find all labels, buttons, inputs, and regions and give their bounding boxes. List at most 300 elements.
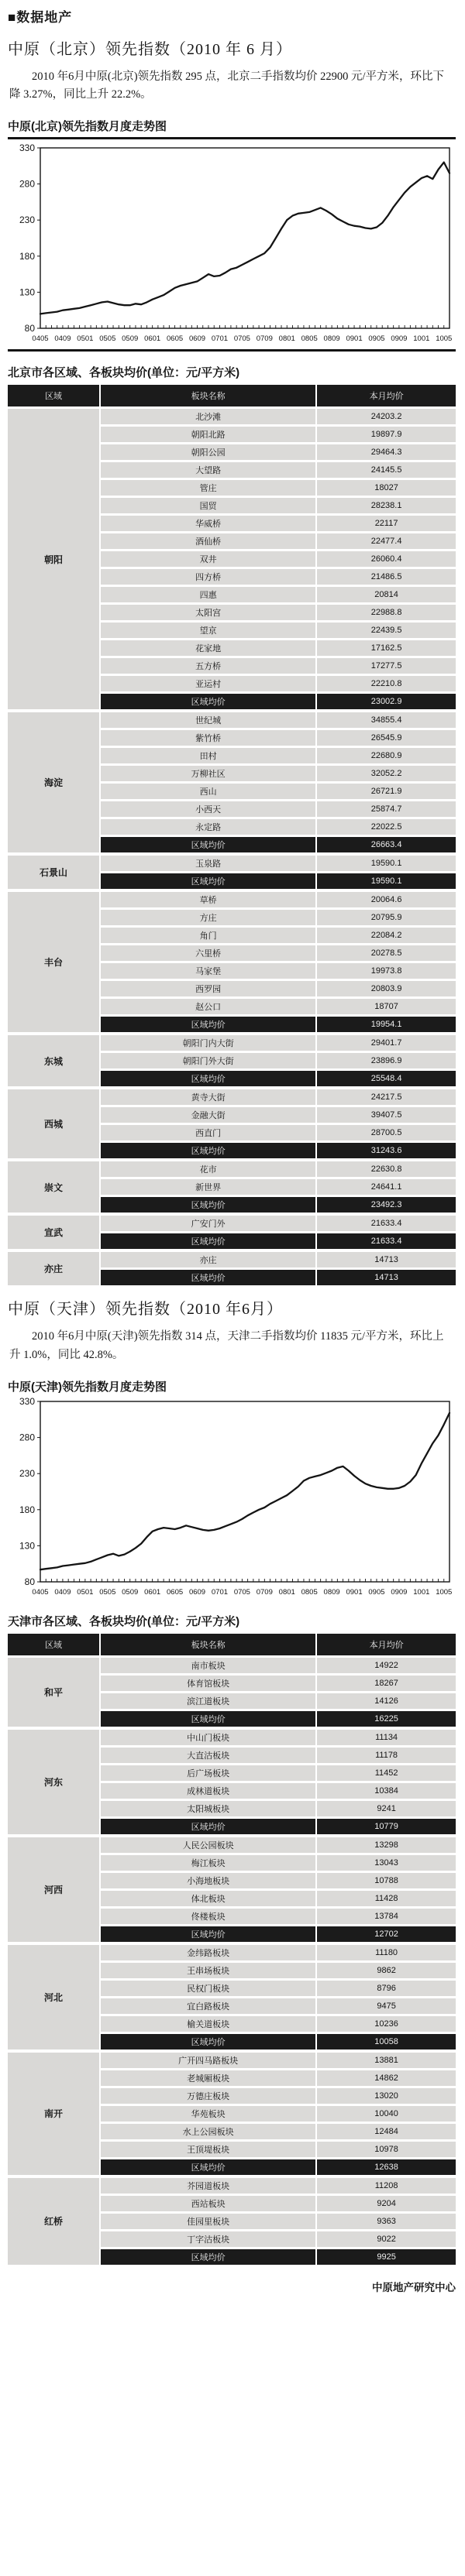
block-row: [101, 1252, 456, 1267]
block-row: [101, 1891, 456, 1906]
block-price-cell: 26060.4: [317, 551, 456, 567]
block-row: [101, 1981, 456, 1996]
svg-text:0701: 0701: [211, 334, 229, 344]
block-row: [101, 1765, 456, 1781]
block-row: [101, 1676, 456, 1691]
region-average-label: 区域均价: [101, 837, 315, 852]
block-name-cell: 亦庄: [101, 1252, 315, 1267]
block-name-cell: 北沙滩: [101, 409, 315, 424]
region-average-value: 21633.4: [317, 1233, 456, 1249]
region-average-row: [101, 1926, 456, 1942]
block-name-cell: 滨江道板块: [101, 1693, 315, 1709]
region-average-row: [101, 1819, 456, 1834]
svg-text:0705: 0705: [233, 334, 250, 344]
beijing-title: 中原（北京）领先指数（2010 年 6 月）: [8, 41, 292, 58]
block-row: [101, 2124, 456, 2139]
region-block-rows: [101, 1216, 456, 1249]
svg-text:0601: 0601: [144, 334, 161, 344]
block-price-cell: 13020: [317, 2088, 456, 2104]
block-name-cell: 国贸: [101, 498, 315, 513]
region-group: [8, 1216, 456, 1249]
block-price-cell: 24203.2: [317, 409, 456, 424]
block-name-cell: 草桥: [101, 892, 315, 907]
block-row: [101, 1125, 456, 1141]
region-name-cell: 红桥: [8, 2178, 99, 2265]
block-price-cell: 12484: [317, 2124, 456, 2139]
block-name-cell: 望京: [101, 623, 315, 638]
region-average-row: [101, 1197, 456, 1213]
block-name-cell: 西山: [101, 784, 315, 799]
block-name-cell: 四方桥: [101, 569, 315, 585]
block-name-cell: 民权门板块: [101, 1981, 315, 1996]
block-name-cell: 世纪城: [101, 712, 315, 728]
svg-text:80: 80: [24, 1576, 35, 1587]
region-name-cell: 海淀: [8, 712, 99, 852]
block-price-cell: 22022.5: [317, 819, 456, 835]
block-name-cell: 新世界: [101, 1179, 315, 1195]
svg-text:0509: 0509: [122, 334, 139, 344]
region-average-value: 16225: [317, 1711, 456, 1727]
block-name-cell: 马家堡: [101, 963, 315, 979]
region-average-row: [101, 837, 456, 852]
block-name-cell: 王串场板块: [101, 1963, 315, 1978]
svg-text:0409: 0409: [54, 334, 71, 344]
block-price-cell: 9475: [317, 1998, 456, 2014]
block-name-cell: 金融大街: [101, 1107, 315, 1123]
block-name-cell: 成林道板块: [101, 1783, 315, 1799]
block-row: [101, 516, 456, 531]
svg-text:1001: 1001: [413, 1587, 430, 1597]
region-average-row: [101, 1071, 456, 1086]
block-name-cell: 大直沽板块: [101, 1748, 315, 1763]
region-name-cell: 东城: [8, 1035, 99, 1086]
region-name-cell: 丰台: [8, 892, 99, 1032]
block-row: [101, 1658, 456, 1673]
region-average-label: 区域均价: [101, 1711, 315, 1727]
block-row: [101, 427, 456, 442]
block-row: [101, 1053, 456, 1068]
svg-text:0701: 0701: [211, 1587, 229, 1597]
region-block-rows: [101, 1252, 456, 1285]
block-row: [101, 730, 456, 746]
block-row: [101, 444, 456, 460]
block-row: [101, 1945, 456, 1960]
block-name-cell: 华苑板块: [101, 2106, 315, 2122]
block-price-cell: 9241: [317, 1801, 456, 1816]
svg-text:0605: 0605: [167, 1587, 184, 1597]
block-price-cell: 20814: [317, 587, 456, 602]
tianjin-index-line-chart: [8, 1398, 456, 1600]
block-name-cell: 王顶堤板块: [101, 2142, 315, 2157]
block-price-cell: 21633.4: [317, 1216, 456, 1231]
line-chart-svg: [8, 144, 456, 347]
block-row: [101, 2214, 456, 2229]
table-header-cell: 区域: [8, 385, 99, 406]
svg-text:0409: 0409: [54, 1587, 71, 1597]
block-row: [101, 712, 456, 728]
block-name-cell: 四惠: [101, 587, 315, 602]
region-average-value: 25548.4: [317, 1071, 456, 1086]
block-row: [101, 1963, 456, 1978]
region-name-cell: 河东: [8, 1730, 99, 1834]
tianjin-chart-title: 中原(天津)领先指数月度走势图: [8, 1380, 167, 1394]
block-name-cell: 太阳宫: [101, 605, 315, 620]
block-name-cell: 朝阳门外大街: [101, 1053, 315, 1068]
divider-rule: [8, 349, 456, 352]
block-row: [101, 551, 456, 567]
region-average-row: [101, 1143, 456, 1158]
region-average-label: 区域均价: [101, 694, 315, 709]
block-name-cell: 六里桥: [101, 945, 315, 961]
block-row: [101, 910, 456, 925]
block-name-cell: 太阳城板块: [101, 1801, 315, 1816]
region-average-label: 区域均价: [101, 2034, 315, 2049]
region-average-label: 区域均价: [101, 1819, 315, 1834]
region-average-value: 12638: [317, 2159, 456, 2175]
svg-text:0509: 0509: [122, 1587, 139, 1597]
region-name-cell: 西城: [8, 1089, 99, 1158]
region-name-cell: 崇文: [8, 1161, 99, 1213]
block-price-cell: 11180: [317, 1945, 456, 1960]
block-price-cell: 13881: [317, 2053, 456, 2068]
block-row: [101, 658, 456, 674]
block-price-cell: 24641.1: [317, 1179, 456, 1195]
block-name-cell: 万柳社区: [101, 766, 315, 781]
block-price-cell: 22439.5: [317, 623, 456, 638]
block-name-cell: 永定路: [101, 819, 315, 835]
block-price-cell: 14922: [317, 1658, 456, 1673]
region-average-row: [101, 2249, 456, 2265]
block-price-cell: 18707: [317, 999, 456, 1014]
block-price-cell: 34855.4: [317, 712, 456, 728]
block-price-cell: 20795.9: [317, 910, 456, 925]
region-group: [8, 2053, 456, 2175]
table-header-cell: 本月均价: [317, 1634, 456, 1655]
region-average-row: [101, 2159, 456, 2175]
block-price-cell: 10236: [317, 2016, 456, 2032]
svg-text:180: 180: [19, 1504, 35, 1515]
block-row: [101, 819, 456, 835]
region-block-rows: [101, 1035, 456, 1086]
block-row: [101, 640, 456, 656]
region-average-label: 区域均价: [101, 2159, 315, 2175]
block-name-cell: 佳园里板块: [101, 2214, 315, 2229]
block-row: [101, 1837, 456, 1853]
region-average-value: 31243.6: [317, 1143, 456, 1158]
region-group: [8, 409, 456, 709]
region-average-value: 23002.9: [317, 694, 456, 709]
block-price-cell: 29401.7: [317, 1035, 456, 1051]
region-name-cell: 河西: [8, 1837, 99, 1942]
block-price-cell: 17277.5: [317, 658, 456, 674]
block-price-cell: 13043: [317, 1855, 456, 1871]
block-row: [101, 2088, 456, 2104]
block-name-cell: 体北板块: [101, 1891, 315, 1906]
block-name-cell: 黄寺大街: [101, 1089, 315, 1105]
svg-text:130: 130: [19, 1540, 35, 1552]
block-row: [101, 1855, 456, 1871]
block-price-cell: 22210.8: [317, 676, 456, 691]
region-group: [8, 892, 456, 1032]
region-group: [8, 1161, 456, 1213]
block-price-cell: 22084.2: [317, 928, 456, 943]
line-chart-svg: [8, 1398, 456, 1600]
region-average-value: 14713: [317, 1270, 456, 1285]
block-name-cell: 梅江板块: [101, 1855, 315, 1871]
region-group: [8, 1658, 456, 1727]
block-name-cell: 赵公口: [101, 999, 315, 1014]
block-row: [101, 2016, 456, 2032]
block-name-cell: 芥园道板块: [101, 2178, 315, 2194]
block-row: [101, 1909, 456, 1924]
block-price-cell: 23896.9: [317, 1053, 456, 1068]
region-average-value: 19590.1: [317, 873, 456, 889]
block-row: [101, 2053, 456, 2068]
region-average-value: 12702: [317, 1926, 456, 1942]
block-name-cell: 朝阳公园: [101, 444, 315, 460]
block-price-cell: 14862: [317, 2070, 456, 2086]
block-price-cell: 13298: [317, 1837, 456, 1853]
block-name-cell: 亚运村: [101, 676, 315, 691]
block-name-cell: 体育馆板块: [101, 1676, 315, 1691]
block-row: [101, 928, 456, 943]
block-row: [101, 1783, 456, 1799]
block-name-cell: 华威桥: [101, 516, 315, 531]
region-average-row: [101, 1233, 456, 1249]
block-row: [101, 892, 456, 907]
svg-text:0609: 0609: [188, 334, 206, 344]
tianjin-title: 中原（天津）领先指数（2010 年6月）: [8, 1301, 283, 1319]
block-row: [101, 1107, 456, 1123]
block-name-cell: 管庄: [101, 480, 315, 496]
block-row: [101, 1216, 456, 1231]
block-name-cell: 田村: [101, 748, 315, 763]
region-name-cell: 宣武: [8, 1216, 99, 1249]
block-row: [101, 963, 456, 979]
region-average-row: [101, 873, 456, 889]
svg-text:1005: 1005: [436, 1587, 453, 1597]
block-name-cell: 大望路: [101, 462, 315, 478]
block-row: [101, 587, 456, 602]
region-group: [8, 1945, 456, 2049]
block-name-cell: 花市: [101, 1161, 315, 1177]
block-row: [101, 2106, 456, 2122]
block-row: [101, 462, 456, 478]
block-price-cell: 29464.3: [317, 444, 456, 460]
svg-text:0801: 0801: [278, 1587, 295, 1597]
block-row: [101, 2142, 456, 2157]
block-row: [101, 1998, 456, 2014]
block-price-cell: 24217.5: [317, 1089, 456, 1105]
block-name-cell: 宜白路板块: [101, 1998, 315, 2014]
block-price-cell: 28238.1: [317, 498, 456, 513]
block-price-cell: 17162.5: [317, 640, 456, 656]
region-average-label: 区域均价: [101, 1233, 315, 1249]
region-average-label: 区域均价: [101, 1017, 315, 1032]
block-name-cell: 酒仙桥: [101, 533, 315, 549]
region-average-label: 区域均价: [101, 1270, 315, 1285]
region-block-rows: [101, 1161, 456, 1213]
region-block-rows: [101, 856, 456, 889]
region-name-cell: 和平: [8, 1658, 99, 1727]
block-price-cell: 22477.4: [317, 533, 456, 549]
region-group: [8, 1837, 456, 1942]
block-row: [101, 569, 456, 585]
block-name-cell: 小西天: [101, 801, 315, 817]
region-group: [8, 1252, 456, 1285]
region-average-label: 区域均价: [101, 1926, 315, 1942]
svg-text:0505: 0505: [99, 334, 116, 344]
region-block-rows: [101, 892, 456, 1032]
block-row: [101, 1873, 456, 1888]
block-name-cell: 丁字沽板块: [101, 2231, 315, 2247]
svg-text:0501: 0501: [77, 334, 94, 344]
svg-text:0801: 0801: [278, 334, 295, 344]
svg-text:0605: 0605: [167, 334, 184, 344]
table-header-cell: 区域: [8, 1634, 99, 1655]
svg-text:0805: 0805: [301, 1587, 318, 1597]
block-row: [101, 2231, 456, 2247]
region-block-rows: [101, 2178, 456, 2265]
region-name-cell: 河北: [8, 1945, 99, 2049]
block-price-cell: 11208: [317, 2178, 456, 2194]
block-row: [101, 748, 456, 763]
block-name-cell: 后广场板块: [101, 1765, 315, 1781]
block-row: [101, 2196, 456, 2211]
block-name-cell: 朝阳门内大街: [101, 1035, 315, 1051]
region-block-rows: [101, 1945, 456, 2049]
block-price-cell: 22988.8: [317, 605, 456, 620]
region-average-value: 10058: [317, 2034, 456, 2049]
region-group: [8, 712, 456, 852]
block-price-cell: 9022: [317, 2231, 456, 2247]
region-average-value: 9925: [317, 2249, 456, 2265]
region-group: [8, 1089, 456, 1158]
block-row: [101, 533, 456, 549]
svg-text:130: 130: [19, 286, 35, 298]
block-price-cell: 11452: [317, 1765, 456, 1781]
block-price-cell: 19973.8: [317, 963, 456, 979]
block-row: [101, 1748, 456, 1763]
region-average-label: 区域均价: [101, 1143, 315, 1158]
svg-text:280: 280: [19, 1432, 35, 1443]
block-row: [101, 480, 456, 496]
block-name-cell: 西直门: [101, 1125, 315, 1141]
svg-text:230: 230: [19, 1467, 35, 1479]
block-price-cell: 11428: [317, 1891, 456, 1906]
block-name-cell: 小海地板块: [101, 1873, 315, 1888]
region-average-label: 区域均价: [101, 1197, 315, 1213]
svg-text:0405: 0405: [32, 1587, 49, 1597]
svg-text:0909: 0909: [391, 334, 408, 344]
tianjin-price-table: [8, 1634, 456, 2265]
block-name-cell: 水上公园板块: [101, 2124, 315, 2139]
svg-text:80: 80: [24, 323, 35, 334]
table-header-row: [8, 385, 456, 406]
region-average-row: [101, 694, 456, 709]
table-header-cell: 板块名称: [101, 1634, 315, 1655]
svg-text:0609: 0609: [188, 1587, 206, 1597]
block-row: [101, 856, 456, 871]
block-name-cell: 老城厢板块: [101, 2070, 315, 2086]
region-average-value: 10779: [317, 1819, 456, 1834]
region-average-label: 区域均价: [101, 873, 315, 889]
beijing-paragraph: 2010 年6月中原(北京)领先指数 295 点，北京二手指数均价 22900 元/平方米，环比下降 3.27%，同比上升 22.2%。: [9, 70, 445, 101]
svg-text:0901: 0901: [346, 1587, 363, 1597]
beijing-chart-title: 中原(北京)领先指数月度走势图: [8, 120, 167, 134]
block-name-cell: 双井: [101, 551, 315, 567]
block-name-cell: 榆关道板块: [101, 2016, 315, 2032]
block-price-cell: 32052.2: [317, 766, 456, 781]
svg-text:0809: 0809: [323, 1587, 340, 1597]
block-row: [101, 1161, 456, 1177]
svg-text:0405: 0405: [32, 334, 49, 344]
block-price-cell: 8796: [317, 1981, 456, 1996]
svg-text:0905: 0905: [368, 334, 385, 344]
block-name-cell: 西站板块: [101, 2196, 315, 2211]
svg-text:1005: 1005: [436, 334, 453, 344]
block-price-cell: 26721.9: [317, 784, 456, 799]
block-price-cell: 9204: [317, 2196, 456, 2211]
block-row: [101, 1035, 456, 1051]
divider-rule: [8, 137, 456, 139]
svg-text:0505: 0505: [99, 1587, 116, 1597]
region-block-rows: [101, 712, 456, 852]
block-price-cell: 39407.5: [317, 1107, 456, 1123]
region-average-label: 区域均价: [101, 1071, 315, 1086]
region-block-rows: [101, 1658, 456, 1727]
table-header-cell: 板块名称: [101, 385, 315, 406]
block-price-cell: 20278.5: [317, 945, 456, 961]
svg-text:330: 330: [19, 1397, 35, 1407]
block-row: [101, 981, 456, 996]
block-price-cell: 10384: [317, 1783, 456, 1799]
table-header-row: [8, 1634, 456, 1655]
svg-text:0709: 0709: [256, 334, 273, 344]
block-row: [101, 1179, 456, 1195]
block-price-cell: 22117: [317, 516, 456, 531]
block-row: [101, 676, 456, 691]
region-name-cell: 亦庄: [8, 1252, 99, 1285]
block-price-cell: 26545.9: [317, 730, 456, 746]
region-name-cell: 石景山: [8, 856, 99, 889]
block-price-cell: 21486.5: [317, 569, 456, 585]
svg-text:1001: 1001: [413, 334, 430, 344]
block-price-cell: 24145.5: [317, 462, 456, 478]
region-average-row: [101, 1270, 456, 1285]
block-price-cell: 19590.1: [317, 856, 456, 871]
region-block-rows: [101, 409, 456, 709]
svg-text:280: 280: [19, 178, 35, 190]
region-block-rows: [101, 2053, 456, 2175]
table-header-cell: 本月均价: [317, 385, 456, 406]
block-name-cell: 广开四马路板块: [101, 2053, 315, 2068]
block-row: [101, 801, 456, 817]
block-name-cell: 人民公园板块: [101, 1837, 315, 1853]
block-price-cell: 25874.7: [317, 801, 456, 817]
region-group: [8, 1730, 456, 1834]
svg-text:0901: 0901: [346, 334, 363, 344]
block-name-cell: 五方桥: [101, 658, 315, 674]
block-name-cell: 紫竹桥: [101, 730, 315, 746]
region-average-value: 19954.1: [317, 1017, 456, 1032]
block-row: [101, 2070, 456, 2086]
block-name-cell: 万德庄板块: [101, 2088, 315, 2104]
region-block-rows: [101, 1730, 456, 1834]
region-average-row: [101, 1017, 456, 1032]
block-name-cell: 西罗园: [101, 981, 315, 996]
block-name-cell: 朝阳北路: [101, 427, 315, 442]
